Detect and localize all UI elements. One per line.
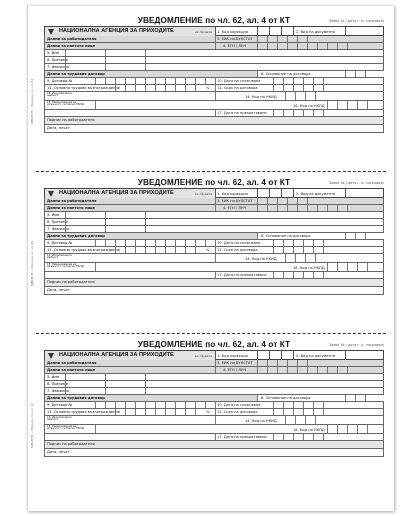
nkid-label: 14. Код по НКИД — [245, 257, 277, 261]
person-section — [44, 43, 384, 50]
middle-name-row — [44, 219, 384, 226]
salary-row — [44, 247, 384, 254]
contract-number-label: 9. Договор № — [47, 241, 73, 245]
nra-logo-icon — [48, 353, 54, 359]
first-name-label: 5. Име — [47, 375, 60, 379]
stamp-label: Дата, печат — [47, 450, 70, 454]
signature-row — [44, 117, 384, 125]
termination-date-label: 17. Дата на прекратяване — [217, 273, 267, 277]
position-row — [44, 263, 384, 272]
person-label: Данни за наетото лице — [47, 44, 96, 48]
agency-name: НАЦИОНАЛНА АГЕНЦИЯ ЗА ПРИХОДИТЕ — [59, 352, 174, 358]
last-name-row — [44, 226, 384, 233]
activity-label: 13. Икономическа дейност — [47, 415, 72, 422]
activity-row — [44, 254, 384, 263]
stamp-label: Дата, печат — [47, 126, 70, 130]
first-name-row — [44, 374, 384, 381]
approval-note: Заявл. № / дата г. (с. поправки) — [328, 343, 384, 347]
salary-row — [44, 85, 384, 92]
percent-sign: % — [206, 248, 210, 252]
signature-label: Подпис на работодателя — [47, 280, 95, 284]
agency-header — [44, 26, 384, 36]
contract-basis-label: 8. Основание на договора — [261, 396, 311, 400]
egn-label: 4. ЕГН / ЛНЧ — [223, 206, 247, 210]
side-code: ЕИК/ЕГН – Образец по чл. 62 — [30, 78, 34, 124]
contract-label: Данни за трудовия договор — [47, 396, 105, 400]
last-name-row — [44, 64, 384, 71]
salary-label: 11. Основно трудово възнаграждение — [47, 410, 120, 414]
nkid-label: 14. Код по НКИД — [245, 95, 277, 99]
person-section — [44, 367, 384, 374]
position-label: 15. Наименование на длъжност, съгласно НКПД — [47, 262, 84, 269]
salary-label: 11. Основно трудово възнаграждение — [47, 86, 120, 90]
nkpd-label: 16. Код по НКПД — [293, 266, 325, 270]
agency-header — [44, 188, 384, 198]
activity-row — [44, 416, 384, 425]
first-name-label: 5. Име — [47, 213, 60, 217]
contract-number-label: 9. Договор № — [47, 403, 73, 407]
position-row — [44, 101, 384, 110]
notification-copy-1 — [30, 16, 384, 162]
agency-id-label: вх. №/дата — [195, 30, 213, 34]
conclusion-date-label: 10. Дата на сключване — [217, 241, 261, 245]
correction-code-label: 1. Код корекция — [217, 191, 248, 196]
nkpd-label: 16. Код по НКПД — [293, 104, 325, 108]
middle-name-label: 6. Презиме — [47, 382, 68, 386]
percent-sign: % — [206, 410, 210, 414]
activity-label: 13. Икономическа дейност — [47, 91, 72, 98]
nra-logo-icon — [48, 29, 54, 35]
employer-label: Данни за работодателя — [47, 199, 97, 203]
stamp-row — [44, 287, 384, 295]
contract-section — [44, 233, 384, 240]
nra-logo-icon — [48, 191, 54, 197]
contract-basis-label: 8. Основание на договора — [261, 72, 311, 76]
conclusion-date-label: 10. Дата на сключване — [217, 403, 261, 407]
correction-code-label: 1. Код корекция — [217, 29, 248, 34]
form-title: УВЕДОМЛЕНИЕ по чл. 62, ал. 4 от КТ — [137, 340, 291, 349]
signature-label: Подпис на работодателя — [47, 442, 95, 446]
termination-date-label: 17. Дата на прекратяване — [217, 435, 267, 439]
signature-row — [44, 441, 384, 449]
stamp-label: Дата, печат — [47, 288, 70, 292]
salary-label: 11. Основно трудово възнаграждение — [47, 248, 120, 252]
form-sheet — [27, 5, 394, 511]
employer-section — [44, 36, 384, 43]
nkid-label: 14. Код по НКИД — [245, 419, 277, 423]
employer-label: Данни за работодателя — [47, 361, 97, 365]
bulstat-label: 3. ЕИК по БУЛСТАТ — [217, 199, 253, 203]
document-type-label: 2. Вид на документа — [296, 191, 336, 196]
document-type-label: 2. Вид на документа — [296, 29, 336, 34]
employer-section — [44, 360, 384, 367]
side-code: ЕИК/ЕГН – Образец по чл. 62 — [30, 240, 34, 286]
last-name-label: 7. Фамилия — [47, 389, 69, 393]
contract-basis-label: 8. Основание на договора — [261, 234, 311, 238]
agency-name: НАЦИОНАЛНА АГЕНЦИЯ ЗА ПРИХОДИТЕ — [59, 190, 174, 196]
percent-sign: % — [206, 86, 210, 90]
middle-name-row — [44, 381, 384, 388]
middle-name-label: 6. Презиме — [47, 220, 68, 224]
position-label: 15. Наименование на длъжност, съгласно НКПД — [47, 100, 84, 107]
contract-label: Данни за трудовия договор — [47, 234, 105, 238]
last-name-row — [44, 388, 384, 395]
contract-number-label: 9. Договор № — [47, 79, 73, 83]
activity-label: 13. Икономическа дейност — [47, 253, 72, 260]
form-title: УВЕДОМЛЕНИЕ по чл. 62, ал. 4 от КТ — [137, 178, 291, 187]
agency-header — [44, 350, 384, 360]
conclusion-date-label: 10. Дата на сключване — [217, 79, 261, 83]
person-label: Данни за наетото лице — [47, 206, 96, 210]
egn-label: 4. ЕГН / ЛНЧ — [223, 44, 247, 48]
termination-row — [44, 272, 384, 279]
middle-name-label: 6. Презиме — [47, 58, 68, 62]
agency-id-label: вх. №/дата — [195, 354, 213, 358]
employer-section — [44, 198, 384, 205]
agency-id-label: вх. №/дата — [195, 192, 213, 196]
notification-copy-2 — [30, 178, 384, 324]
stamp-row — [44, 449, 384, 457]
bulstat-label: 3. ЕИК по БУЛСТАТ — [217, 361, 253, 365]
stamp-row — [44, 125, 384, 133]
first-name-row — [44, 50, 384, 57]
salary-row — [44, 409, 384, 416]
contract-label: Данни за трудовия договор — [47, 72, 105, 76]
notification-copy-3 — [30, 340, 384, 486]
first-name-row — [44, 212, 384, 219]
person-label: Данни за наетото лице — [47, 368, 96, 372]
approval-note: Заявл. № / дата г. (с. поправки) — [328, 181, 384, 185]
approval-note: Заявл. № / дата г. (с. поправки) — [328, 19, 384, 23]
signature-label: Подпис на работодателя — [47, 118, 95, 122]
document-type-label: 2. Вид на документа — [296, 353, 336, 358]
side-code: ЕИК/ЕГН – Образец по чл. 62 — [30, 402, 34, 448]
first-name-label: 5. Име — [47, 51, 60, 55]
agency-name: НАЦИОНАЛНА АГЕНЦИЯ ЗА ПРИХОДИТЕ — [59, 28, 174, 34]
contract-number-row — [44, 78, 384, 85]
contract-number-row — [44, 402, 384, 409]
contract-number-row — [44, 240, 384, 247]
last-name-label: 7. Фамилия — [47, 65, 69, 69]
egn-label: 4. ЕГН / ЛНЧ — [223, 368, 247, 372]
cut-line — [36, 333, 386, 334]
last-name-label: 7. Фамилия — [47, 227, 69, 231]
position-row — [44, 425, 384, 434]
cut-line — [36, 171, 386, 172]
contract-term-label: 12. Срок на договора — [217, 248, 258, 252]
form-title: УВЕДОМЛЕНИЕ по чл. 62, ал. 4 от КТ — [137, 16, 291, 25]
termination-row — [44, 110, 384, 117]
contract-term-label: 12. Срок на договора — [217, 410, 258, 414]
employer-label: Данни за работодателя — [47, 37, 97, 41]
activity-row — [44, 92, 384, 101]
termination-row — [44, 434, 384, 441]
termination-date-label: 17. Дата на прекратяване — [217, 111, 267, 115]
middle-name-row — [44, 57, 384, 64]
nkpd-label: 16. Код по НКПД — [293, 428, 325, 432]
person-section — [44, 205, 384, 212]
position-label: 15. Наименование на длъжност, съгласно НКПД — [47, 424, 84, 431]
bulstat-label: 3. ЕИК по БУЛСТАТ — [217, 37, 253, 41]
contract-section — [44, 395, 384, 402]
contract-section — [44, 71, 384, 78]
contract-term-label: 12. Срок на договора — [217, 86, 258, 90]
signature-row — [44, 279, 384, 287]
correction-code-label: 1. Код корекция — [217, 353, 248, 358]
